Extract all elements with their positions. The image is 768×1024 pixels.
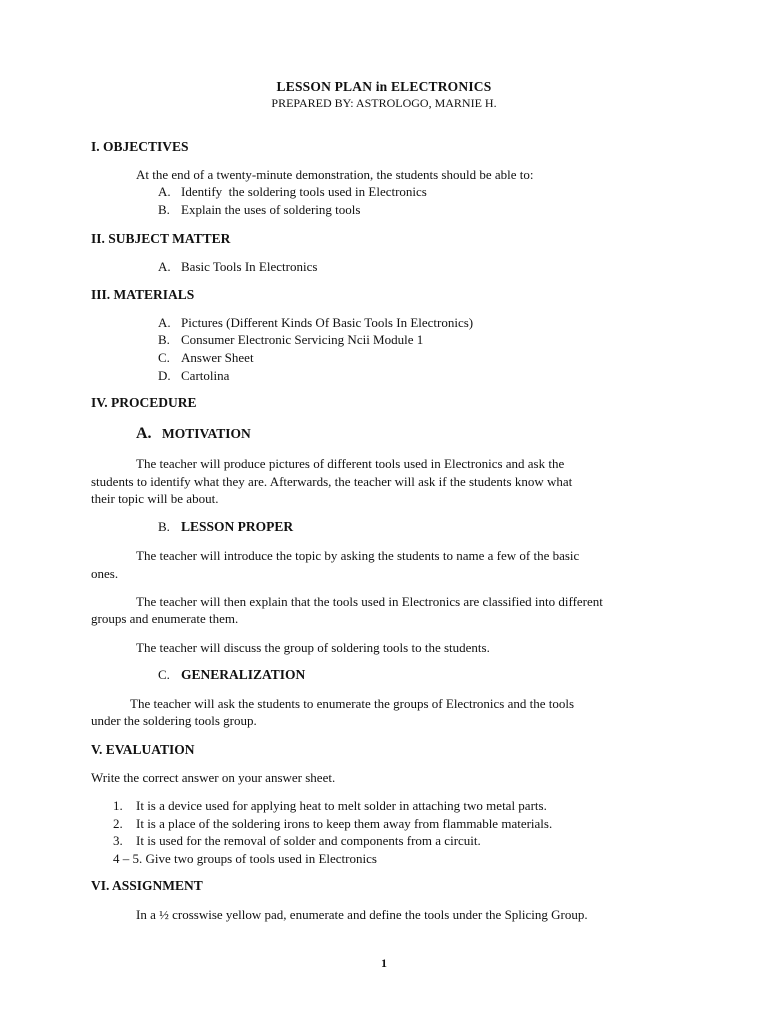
assignment-text: In a ½ crosswise yellow pad, enumerate and define the tools under the Splicing Group. xyxy=(136,907,588,922)
motivation-line: The teacher will produce pictures of different tools used in Electronics and ask the xyxy=(136,456,565,471)
objective-text: Identify the soldering tools used in Electronics xyxy=(181,184,427,199)
subject-matter-heading: II. SUBJECT MATTER xyxy=(91,231,231,246)
objective-item xyxy=(158,202,360,218)
objectives-heading: I. OBJECTIVES xyxy=(91,139,189,154)
lesson-proper-line: The teacher will introduce the topic by asking the students to name a few of the basic xyxy=(136,548,580,563)
document-title: LESSON PLAN in ELECTRONICS xyxy=(276,79,492,94)
objective-marker: B. xyxy=(158,202,170,217)
objective-marker: A. xyxy=(158,184,171,199)
material-item xyxy=(158,368,229,384)
objective-text: Explain the uses of soldering tools xyxy=(181,202,361,217)
material-marker: D. xyxy=(158,368,171,383)
evaluation-text: It is used for the removal of solder and components from a circuit. xyxy=(136,833,481,848)
lesson-proper-line: groups and enumerate them. xyxy=(91,611,239,626)
material-marker: A. xyxy=(158,315,171,330)
procedure-heading: IV. PROCEDURE xyxy=(91,395,197,410)
material-item xyxy=(158,315,473,331)
evaluation-item xyxy=(113,798,547,814)
material-text: Consumer Electronic Servicing Ncii Module 1 xyxy=(181,332,424,347)
evaluation-marker: 1. xyxy=(113,798,123,813)
generalization-line: under the soldering tools group. xyxy=(91,713,257,728)
subject-marker: A. xyxy=(158,259,171,274)
objective-item xyxy=(158,184,427,200)
motivation-line: their topic will be about. xyxy=(91,491,219,506)
motivation-label: MOTIVATION xyxy=(162,426,251,441)
evaluation-text: It is a device used for applying heat to melt solder in attaching two metal parts. xyxy=(136,798,547,813)
prepared-by: PREPARED BY: ASTROLOGO, MARNIE H. xyxy=(271,96,497,110)
evaluation-marker: 3. xyxy=(113,833,123,848)
motivation-subheading xyxy=(136,425,251,443)
evaluation-item xyxy=(113,833,481,849)
material-marker: B. xyxy=(158,332,170,347)
lesson-proper-marker: B. xyxy=(158,519,170,534)
material-marker: C. xyxy=(158,350,170,365)
lesson-proper-subheading xyxy=(158,519,293,535)
subject-item xyxy=(158,259,317,275)
page-number: 1 xyxy=(381,956,387,970)
lesson-proper-line: The teacher will discuss the group of soldering tools to the students. xyxy=(136,640,490,655)
evaluation-instruction: Write the correct answer on your answer sheet. xyxy=(91,770,336,785)
subject-text: Basic Tools In Electronics xyxy=(181,259,318,274)
lesson-proper-label: LESSON PROPER xyxy=(181,519,294,534)
evaluation-text: It is a place of the soldering irons to keep them away from flammable materials. xyxy=(136,816,553,831)
motivation-line: students to identify what they are. Afterwards, the teacher will ask if the students know what xyxy=(91,474,573,489)
evaluation-marker: 2. xyxy=(113,816,123,831)
generalization-label: GENERALIZATION xyxy=(181,667,306,682)
material-item xyxy=(158,332,423,348)
generalization-marker: C. xyxy=(158,667,170,682)
materials-heading: III. MATERIALS xyxy=(91,287,195,302)
material-text: Cartolina xyxy=(181,368,230,383)
lesson-proper-line: ones. xyxy=(91,566,119,581)
lesson-proper-line: The teacher will then explain that the tools used in Electronics are classified into different xyxy=(136,594,603,609)
evaluation-item xyxy=(113,816,552,832)
objectives-intro: At the end of a twenty-minute demonstration, the students should be able to: xyxy=(136,167,534,182)
generalization-line: The teacher will ask the students to enumerate the groups of Electronics and the tools xyxy=(130,696,575,711)
assignment-heading: VI. ASSIGNMENT xyxy=(91,878,203,893)
material-item xyxy=(158,350,254,366)
evaluation-heading: V. EVALUATION xyxy=(91,742,195,757)
material-text: Answer Sheet xyxy=(181,350,254,365)
material-text: Pictures (Different Kinds Of Basic Tools In Electronics) xyxy=(181,315,474,330)
motivation-marker: A. xyxy=(136,425,152,442)
generalization-subheading xyxy=(158,667,305,683)
evaluation-item-last: 4 – 5. Give two groups of tools used in Electronics xyxy=(113,851,377,866)
